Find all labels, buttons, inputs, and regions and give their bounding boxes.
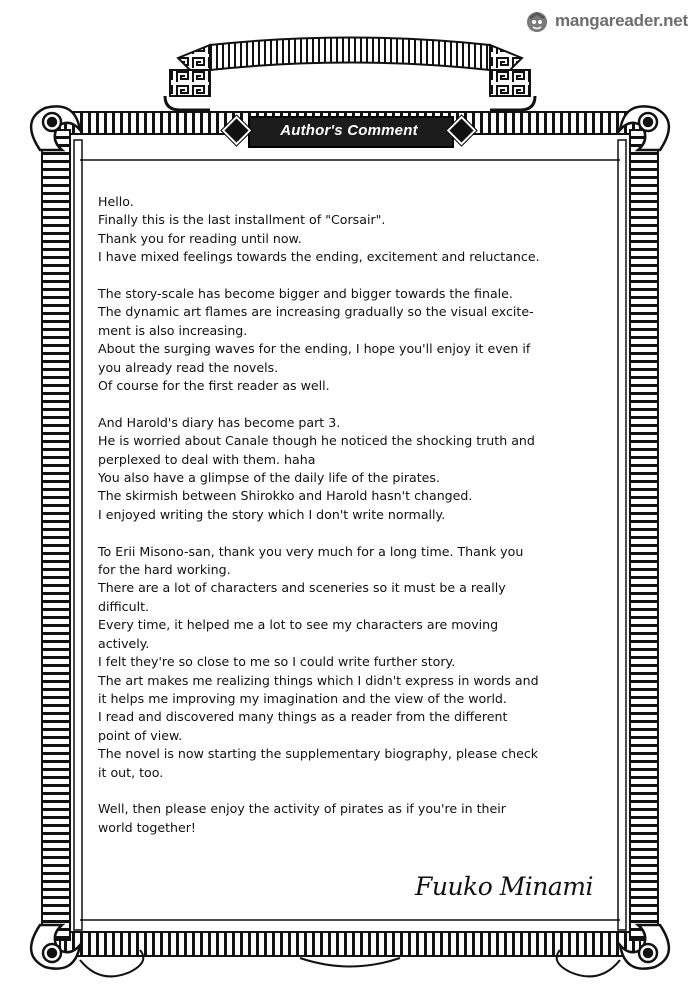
comment-line: perplexed to deal with them. haha (98, 451, 316, 467)
comment-line: The art makes me realizing things which I didn't express in words and (98, 672, 539, 688)
comment-line: The story-scale has become bigger and bigger towards the finale. (98, 286, 513, 302)
comment-line: You also have a glimpse of the daily life of the pirates. (98, 470, 440, 486)
comment-paragraph (98, 543, 608, 782)
comment-line: To Erii Misono-san, thank you very much for a long time. Thank you (98, 543, 524, 559)
comment-line: I enjoyed writing the story which I don't write normally. (98, 506, 446, 522)
comment-line: I felt they're so close to me so I could write further story. (98, 654, 456, 670)
comment-paragraph (98, 285, 608, 395)
comment-paragraph (98, 414, 608, 524)
comment-line: Every time, it helped me a lot to see my characters are moving (98, 617, 499, 633)
comment-paragraph (98, 193, 608, 267)
comment-line: He is worried about Canale though he noticed the shocking truth and (98, 433, 535, 449)
comment-line: it out, too. (98, 764, 164, 780)
comment-line: I read and discovered many things as a reader from the different (98, 709, 508, 725)
watermark-text: mangareader.net (554, 11, 688, 30)
comment-line: you already read the novels. (98, 359, 279, 375)
comment-line: The skirmish between Shirokko and Harold hasn't changed. (98, 488, 473, 504)
comment-line: Of course for the first reader as well. (98, 378, 330, 394)
comment-paragraph (98, 800, 608, 837)
comment-line: The novel is now starting the supplementary biography, please check (98, 746, 539, 762)
banner-left-diamond-icon (222, 116, 252, 146)
author-comment-body (98, 193, 608, 856)
comment-line: Finally this is the last installment of "Corsair". (98, 212, 386, 228)
comment-line: difficult. (98, 598, 150, 614)
comment-line: Thank you for reading until now. (98, 230, 302, 246)
comment-line: Hello. (98, 194, 134, 209)
comment-line: And Harold's diary has become part 3. (98, 414, 341, 430)
comment-line: Well, then please enjoy the activity of pirates as if you're in their (98, 801, 506, 817)
comment-line: I have mixed feelings towards the ending, excitement and reluctance. (98, 249, 540, 265)
comment-line: point of view. (98, 727, 183, 743)
comment-line: There are a lot of characters and sceneries so it must be a really (98, 580, 506, 596)
comment-line: for the hard working. (98, 562, 231, 578)
comment-line: About the surging waves for the ending, I hope you'll enjoy it even if (98, 341, 531, 357)
author-signature: Fuuko Minami (415, 872, 593, 901)
comment-line: world together! (98, 819, 196, 835)
comment-line: it helps me improving my imagination and the view of the world. (98, 690, 507, 706)
comment-line: actively. (98, 635, 150, 651)
comment-line: The dynamic art flames are increasing gradually so the visual excite- (98, 304, 534, 320)
banner-title: Author's Comment (280, 121, 418, 139)
top-scroll-ribbon (165, 38, 535, 111)
title-banner (220, 113, 478, 147)
comment-line: ment is also increasing. (98, 322, 248, 338)
